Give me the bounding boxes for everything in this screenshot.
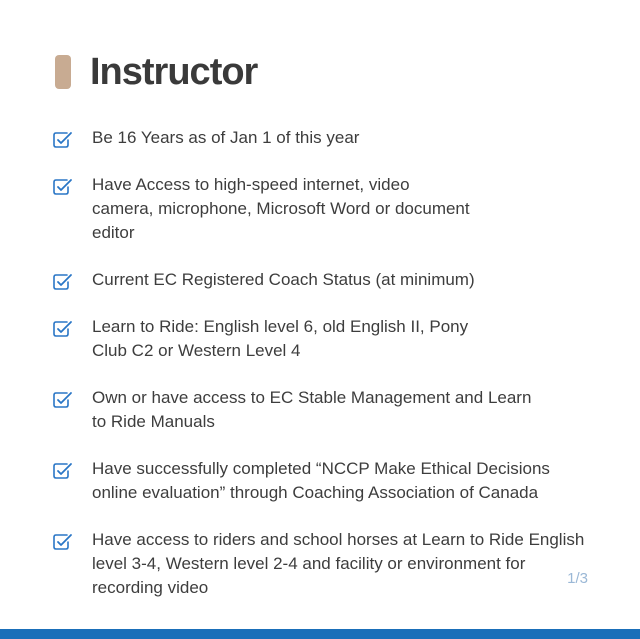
list-item <box>52 315 612 363</box>
title-accent-bar <box>55 55 71 89</box>
item-text: Own or have access to EC Stable Management and Learn to Ride Manuals <box>92 388 532 431</box>
item-text: Current EC Registered Coach Status (at minimum) <box>92 270 475 289</box>
list-item <box>52 268 612 292</box>
list-item <box>52 457 612 505</box>
list-item <box>52 126 612 150</box>
item-text: Learn to Ride: English level 6, old English II, Pony Club C2 or Western Level 4 <box>92 317 469 360</box>
item-text: Have access to riders and school horses at Learn to Ride English level 3-4, Western level 2-4 and facility or environment for recording video <box>92 530 585 597</box>
list-item <box>52 386 612 434</box>
page-indicator: 1/3 <box>567 570 588 587</box>
requirements-list <box>52 126 612 600</box>
list-item <box>52 528 612 600</box>
checkbox-icon <box>52 319 74 339</box>
item-text: Have successfully completed “NCCP Make Ethical Decisions online evaluation” through Coaching Association of Canada <box>92 459 550 502</box>
item-text: Have Access to high-speed internet, video camera, microphone, Microsoft Word or document editor <box>92 175 470 242</box>
page-title: Instructor <box>90 51 258 93</box>
checkbox-icon <box>52 532 74 552</box>
list-item <box>52 173 612 245</box>
checkbox-icon <box>52 177 74 197</box>
checkbox-icon <box>52 130 74 150</box>
bottom-bar <box>0 629 640 639</box>
checkbox-icon <box>52 272 74 292</box>
checkbox-icon <box>52 390 74 410</box>
item-text: Be 16 Years as of Jan 1 of this year <box>92 128 360 147</box>
checkbox-icon <box>52 461 74 481</box>
